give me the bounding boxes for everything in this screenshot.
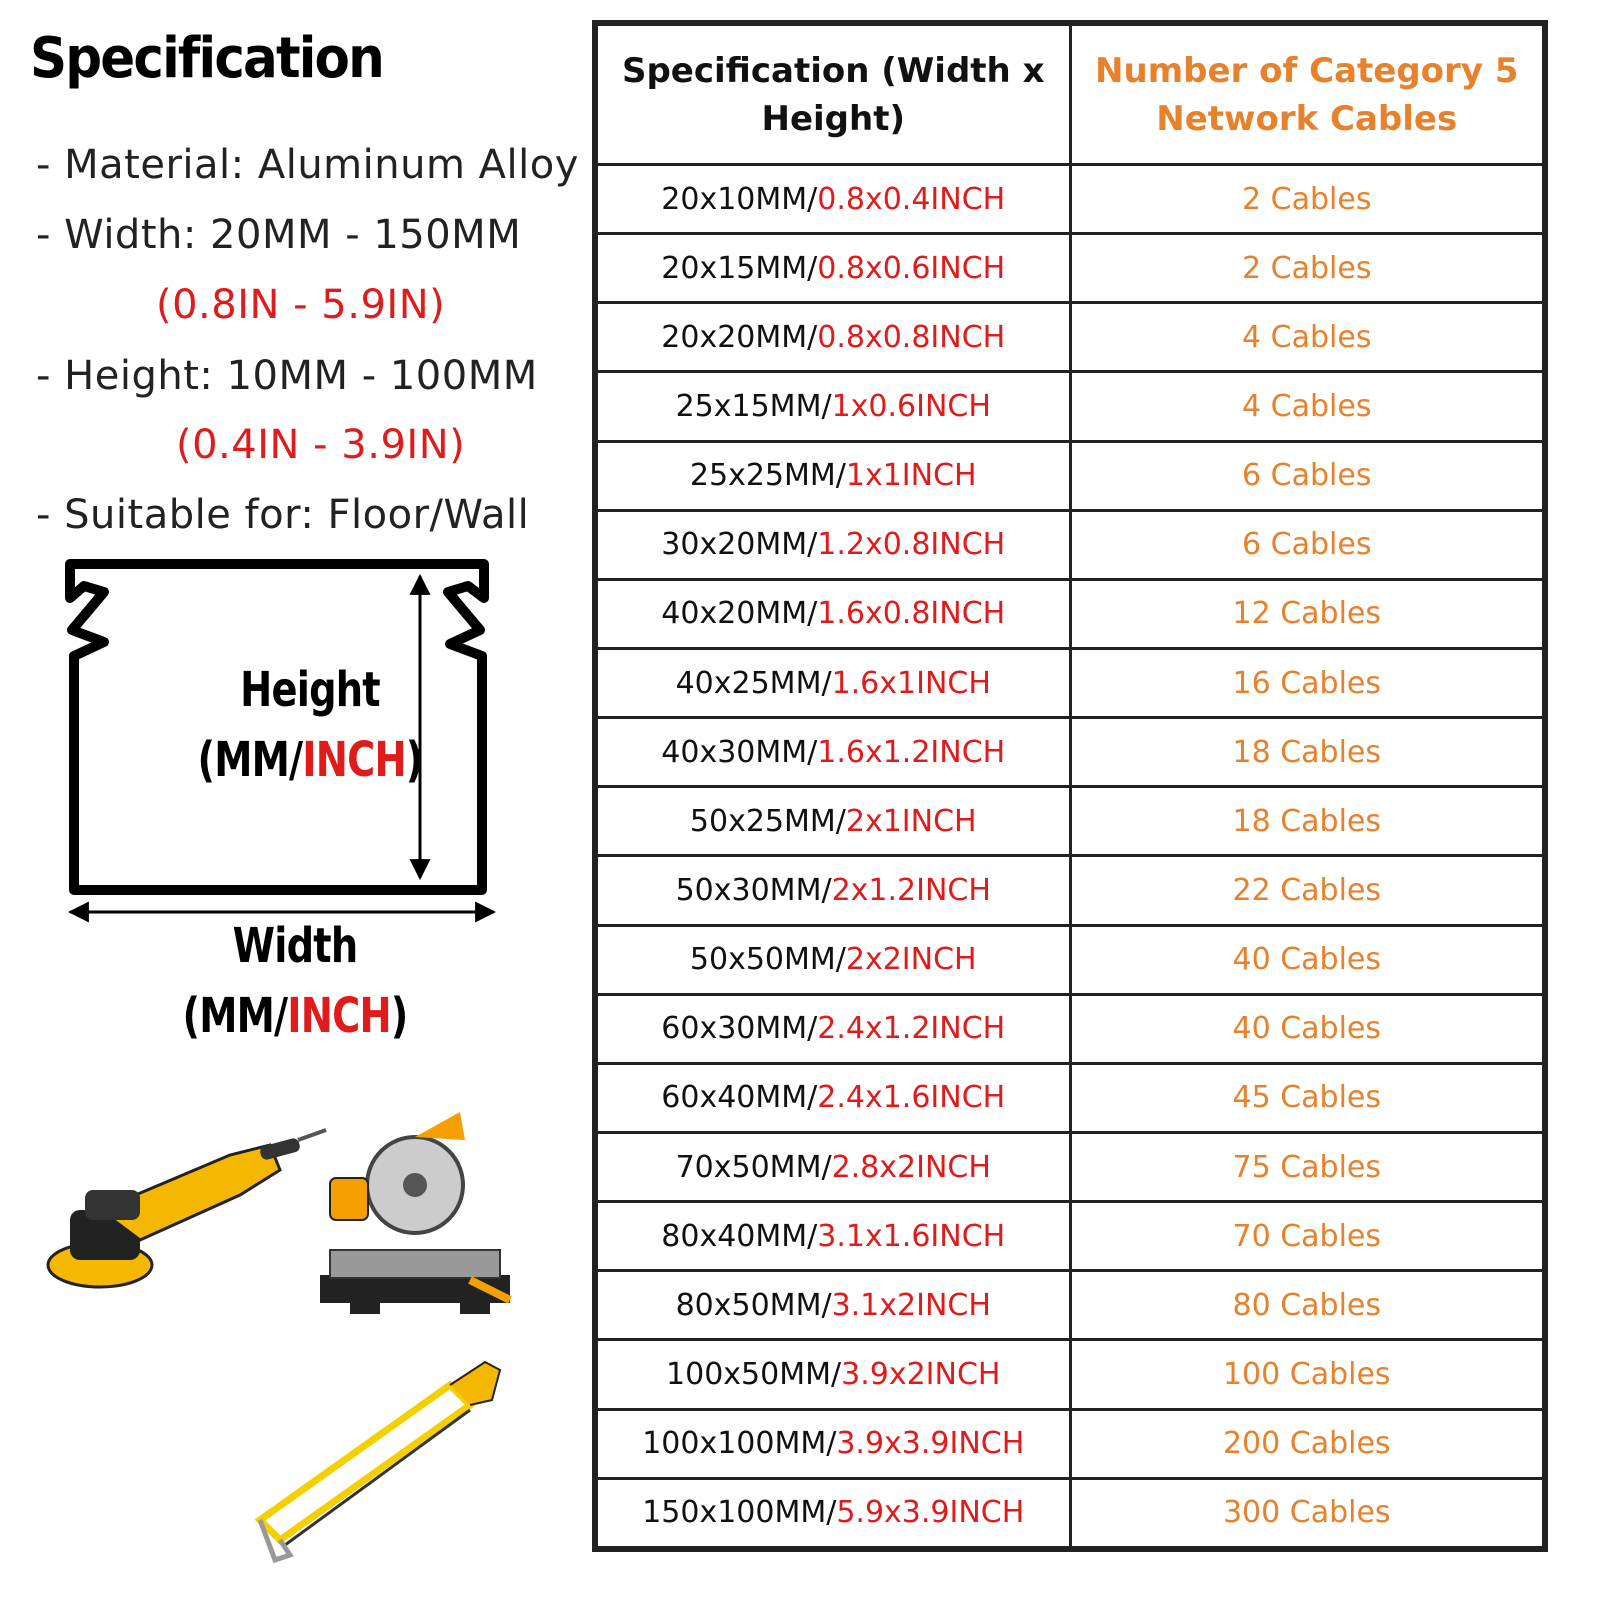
size-mm: 20x10MM/ [661, 181, 818, 217]
table-row [597, 856, 1544, 925]
size-mm: 40x30MM/ [661, 734, 818, 770]
table-row [597, 234, 1544, 303]
cable-count-cell: 40 Cables [1070, 925, 1544, 994]
size-cell [597, 441, 1071, 510]
size-mm: 50x25MM/ [689, 803, 846, 839]
size-cell [597, 234, 1071, 303]
cable-count-cell: 6 Cables [1070, 510, 1544, 579]
size-cell [597, 994, 1071, 1063]
size-inch: 2x1INCH [845, 803, 977, 839]
size-mm: 20x20MM/ [661, 319, 818, 355]
suitable-line: - Suitable for: Floor/Wall [36, 492, 530, 538]
size-inch: 2.4x1.2INCH [817, 1011, 1006, 1047]
material-line: - Material: Aluminum Alloy [36, 142, 579, 188]
size-cell [597, 787, 1071, 856]
size-inch: 0.8x0.8INCH [817, 319, 1006, 355]
size-mm: 150x100MM/ [642, 1495, 837, 1531]
width-line: - Width: 20MM - 150MM [36, 212, 522, 258]
size-inch: 0.8x0.4INCH [817, 181, 1006, 217]
table-row [597, 1271, 1544, 1340]
size-inch: 2.4x1.6INCH [817, 1080, 1006, 1116]
header-cable-count: Number of Category 5 Network Cables [1070, 25, 1544, 165]
spec-table-container [592, 20, 1548, 1552]
size-inch: 1.2x0.8INCH [817, 527, 1006, 563]
spec-title: Specification [30, 26, 383, 91]
table-row [597, 1063, 1544, 1132]
cable-count-cell: 2 Cables [1070, 234, 1544, 303]
size-inch: 2.8x2INCH [831, 1149, 991, 1185]
size-inch: 3.1x2INCH [831, 1287, 991, 1323]
size-mm: 25x25MM/ [689, 458, 846, 494]
size-mm: 100x100MM/ [642, 1426, 837, 1462]
cable-count-cell: 2 Cables [1070, 165, 1544, 234]
size-mm: 25x15MM/ [675, 388, 832, 424]
header-specification: Specification (Width x Height) [597, 25, 1071, 165]
size-inch: 2x1.2INCH [831, 872, 991, 908]
size-mm: 60x40MM/ [661, 1080, 818, 1116]
channel-profile-drawing [0, 540, 600, 1060]
size-cell [597, 1478, 1071, 1547]
table-row [597, 994, 1544, 1063]
size-cell [597, 1271, 1071, 1340]
cable-count-cell: 300 Cables [1070, 1478, 1544, 1547]
cable-count-cell: 45 Cables [1070, 1063, 1544, 1132]
height-unit-label: (MM/INCH) [197, 732, 423, 788]
cable-count-cell: 12 Cables [1070, 579, 1544, 648]
cable-count-cell: 70 Cables [1070, 1202, 1544, 1271]
size-cell [597, 303, 1071, 372]
table-row [597, 718, 1544, 787]
size-cell [597, 718, 1071, 787]
size-cell [597, 165, 1071, 234]
cable-count-cell: 18 Cables [1070, 787, 1544, 856]
size-cell [597, 372, 1071, 441]
size-cell [597, 510, 1071, 579]
table-row [597, 925, 1544, 994]
table-row [597, 787, 1544, 856]
size-inch: 1.6x0.8INCH [817, 596, 1006, 632]
miter-saw-image [320, 1112, 510, 1314]
size-inch: 5.9x3.9INCH [836, 1495, 1025, 1531]
size-inch: 2x2INCH [845, 942, 977, 978]
size-mm: 30x20MM/ [661, 527, 818, 563]
size-mm: 50x30MM/ [675, 872, 832, 908]
table-row [597, 1340, 1544, 1409]
table-row [597, 1202, 1544, 1271]
cable-count-cell: 4 Cables [1070, 372, 1544, 441]
table-row [597, 441, 1544, 510]
table-row [597, 165, 1544, 234]
size-mm: 80x40MM/ [661, 1218, 818, 1254]
cable-count-cell: 16 Cables [1070, 648, 1544, 717]
cable-count-cell: 100 Cables [1070, 1340, 1544, 1409]
width-inch-line: (0.8IN - 5.9IN) [156, 282, 446, 328]
channel-outline [70, 564, 484, 890]
size-inch: 1x1INCH [845, 458, 977, 494]
size-mm: 80x50MM/ [675, 1287, 832, 1323]
size-cell [597, 579, 1071, 648]
size-mm: 20x15MM/ [661, 250, 818, 286]
width-unit-label: (MM/INCH) [182, 988, 408, 1044]
table-header-row [597, 25, 1544, 165]
size-cell [597, 925, 1071, 994]
size-mm: 100x50MM/ [666, 1356, 842, 1392]
size-inch: 1.6x1.2INCH [817, 734, 1006, 770]
cable-count-cell: 200 Cables [1070, 1409, 1544, 1478]
size-mm: 50x50MM/ [689, 942, 846, 978]
size-mm: 40x20MM/ [661, 596, 818, 632]
size-cell [597, 1132, 1071, 1201]
size-inch: 3.9x3.9INCH [836, 1426, 1025, 1462]
size-mm: 60x30MM/ [661, 1011, 818, 1047]
size-mm: 70x50MM/ [675, 1149, 832, 1185]
hacksaw-image [260, 1362, 500, 1560]
spec-panel [0, 0, 600, 1600]
tools-illustration [30, 1100, 550, 1580]
height-line: - Height: 10MM - 100MM [36, 353, 538, 399]
angle-grinder-image [48, 1130, 326, 1287]
cable-count-cell: 75 Cables [1070, 1132, 1544, 1201]
table-row [597, 579, 1544, 648]
spec-table [595, 23, 1545, 1549]
table-row [597, 303, 1544, 372]
cable-count-cell: 4 Cables [1070, 303, 1544, 372]
cable-count-cell: 18 Cables [1070, 718, 1544, 787]
size-cell [597, 1202, 1071, 1271]
size-inch: 1x0.6INCH [831, 388, 991, 424]
size-inch: 0.8x0.6INCH [817, 250, 1006, 286]
table-row [597, 1409, 1544, 1478]
height-inch-line: (0.4IN - 3.9IN) [176, 422, 466, 468]
cable-count-cell: 22 Cables [1070, 856, 1544, 925]
channel-diagram [0, 540, 600, 1060]
size-cell [597, 1409, 1071, 1478]
cable-count-cell: 6 Cables [1070, 441, 1544, 510]
size-cell [597, 856, 1071, 925]
cable-count-cell: 80 Cables [1070, 1271, 1544, 1340]
cable-count-cell: 40 Cables [1070, 994, 1544, 1063]
size-inch: 3.1x1.6INCH [817, 1218, 1006, 1254]
size-cell [597, 1340, 1071, 1409]
size-mm: 40x25MM/ [675, 665, 832, 701]
width-label: Width [232, 918, 358, 974]
table-row [597, 1132, 1544, 1201]
size-inch: 1.6x1INCH [831, 665, 991, 701]
table-row [597, 648, 1544, 717]
table-row [597, 372, 1544, 441]
height-label: Height [240, 662, 380, 718]
table-row [597, 1478, 1544, 1547]
size-cell [597, 1063, 1071, 1132]
table-row [597, 510, 1544, 579]
size-inch: 3.9x2INCH [841, 1356, 1001, 1392]
size-cell [597, 648, 1071, 717]
